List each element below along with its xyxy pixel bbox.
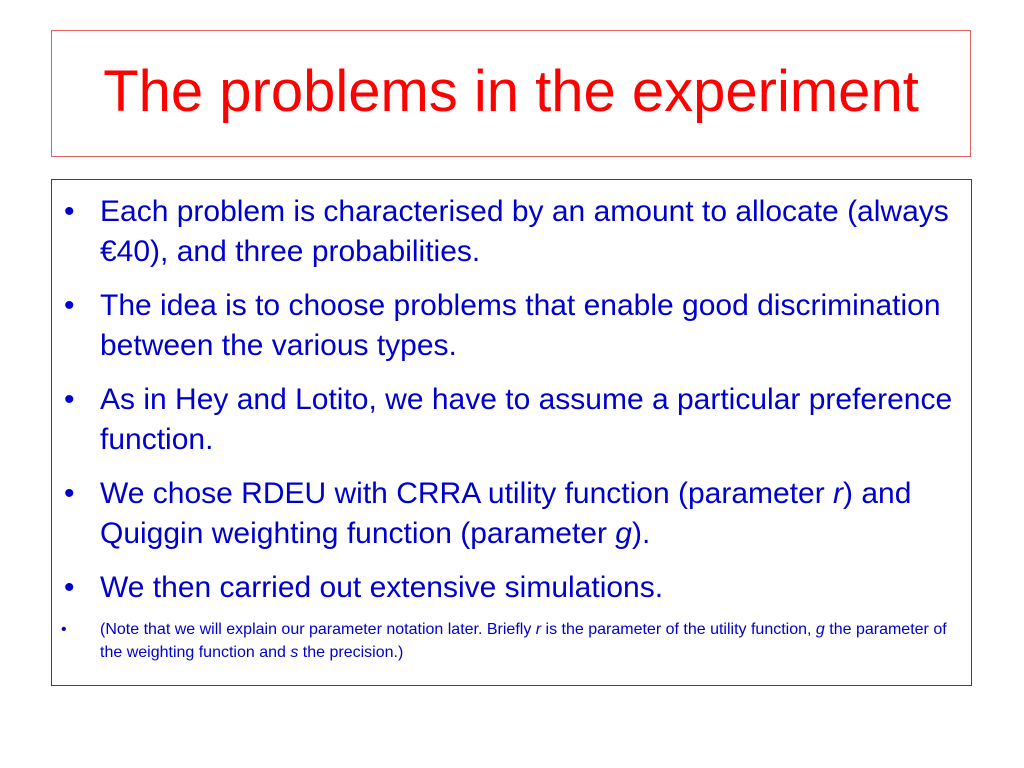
- param-r: r: [833, 477, 844, 510]
- param-g: g: [815, 621, 825, 638]
- bullet-list: [52, 180, 971, 664]
- title-frame: [51, 30, 971, 157]
- note-text: [100, 618, 971, 664]
- bullet-dot-icon: •: [64, 383, 75, 416]
- bullet-text-2: The idea is to choose problems that enable good discrimination between the various types.: [100, 289, 941, 362]
- bullet-dot-icon: •: [64, 289, 75, 322]
- note-text-c: the parameter of the weighting function and: [100, 621, 947, 661]
- param-r: r: [535, 621, 542, 638]
- param-s: s: [290, 644, 299, 661]
- bullet-item-5: [52, 568, 971, 608]
- bullet-text-4c: ).: [631, 517, 651, 550]
- bullet-item-note: [52, 618, 971, 664]
- note-text-d: the precision.): [298, 644, 404, 661]
- content-frame: [51, 179, 972, 686]
- bullet-item-2: [52, 286, 971, 366]
- bullet-text-3: As in Hey and Lotito, we have to assume a particular preference function.: [100, 383, 953, 456]
- bullet-dot-icon: •: [64, 571, 75, 604]
- note-text-b: is the parameter of the utility function,: [541, 621, 816, 638]
- bullet-item-4: [52, 474, 971, 554]
- note-text-a: (Note that we will explain our parameter notation later. Briefly: [100, 621, 536, 638]
- slide-title: The problems in the experiment: [103, 58, 919, 124]
- bullet-text-1: Each problem is characterised by an amount to allocate (always €40), and three probabilities.: [100, 195, 949, 268]
- bullet-item-1: [52, 192, 971, 272]
- bullet-text-4a: We chose RDEU with CRRA utility function (parameter: [100, 477, 834, 510]
- bullet-item-3: [52, 380, 971, 460]
- bullet-text-5: We then carried out extensive simulations.: [100, 571, 664, 604]
- param-g: g: [615, 517, 632, 550]
- bullet-dot-icon: •: [61, 621, 67, 638]
- bullet-text-4b: ) and Quiggin weighting function (parameter: [100, 477, 912, 550]
- bullet-dot-icon: •: [64, 477, 75, 510]
- bullet-dot-icon: •: [64, 195, 75, 228]
